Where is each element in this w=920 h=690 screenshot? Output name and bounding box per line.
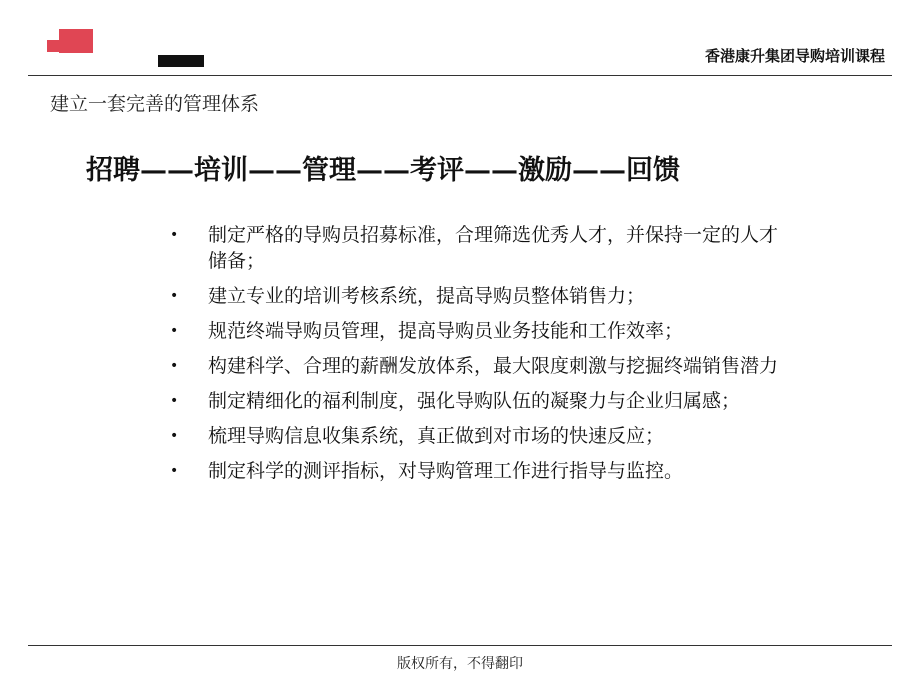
header-divider bbox=[28, 75, 892, 76]
bullet-icon: • bbox=[170, 463, 179, 479]
bullet-icon: • bbox=[170, 323, 179, 339]
list-item bbox=[168, 222, 788, 274]
list-item-text: 制定科学的测评指标，对导购管理工作进行指导与监控。 bbox=[208, 460, 684, 482]
list-item-text: 梳理导购信息收集系统，真正做到对市场的快速反应； bbox=[208, 425, 665, 447]
footer-copyright: 版权所有，不得翻印 bbox=[397, 656, 523, 672]
list-item bbox=[168, 458, 788, 484]
bullet-icon: • bbox=[170, 288, 179, 304]
bullet-list bbox=[168, 222, 788, 493]
list-item bbox=[168, 318, 788, 344]
list-item-text: 制定严格的导购员招募标准，合理筛选优秀人才，并保持一定的人才储备； bbox=[208, 224, 779, 272]
bullet-icon: • bbox=[170, 227, 179, 243]
list-item bbox=[168, 423, 788, 449]
list-item bbox=[168, 283, 788, 309]
bullet-icon: • bbox=[170, 358, 179, 374]
process-flow-heading: 招聘——培训——管理——考评——激励——回馈 bbox=[86, 155, 680, 186]
list-item-text: 构建科学、合理的薪酬发放体系，最大限度刺激与挖掘终端销售潜力 bbox=[208, 355, 779, 377]
list-item bbox=[168, 353, 788, 379]
header-dark-bar bbox=[158, 55, 204, 67]
footer-divider bbox=[28, 645, 892, 646]
list-item-text: 建立专业的培训考核系统，提高导购员整体销售力； bbox=[208, 285, 646, 307]
company-title: 香港康升集团导购培训课程 bbox=[704, 47, 885, 65]
bullet-icon: • bbox=[170, 393, 179, 409]
list-item-text: 规范终端导购员管理，提高导购员业务技能和工作效率； bbox=[208, 320, 684, 342]
slide-subtitle: 建立一套完善的管理体系 bbox=[50, 93, 260, 115]
list-item-text: 制定精细化的福利制度，强化导购队伍的凝聚力与企业归属感； bbox=[208, 390, 741, 412]
bullet-icon: • bbox=[170, 428, 179, 444]
list-item bbox=[168, 388, 788, 414]
logo-block-large bbox=[59, 29, 93, 53]
